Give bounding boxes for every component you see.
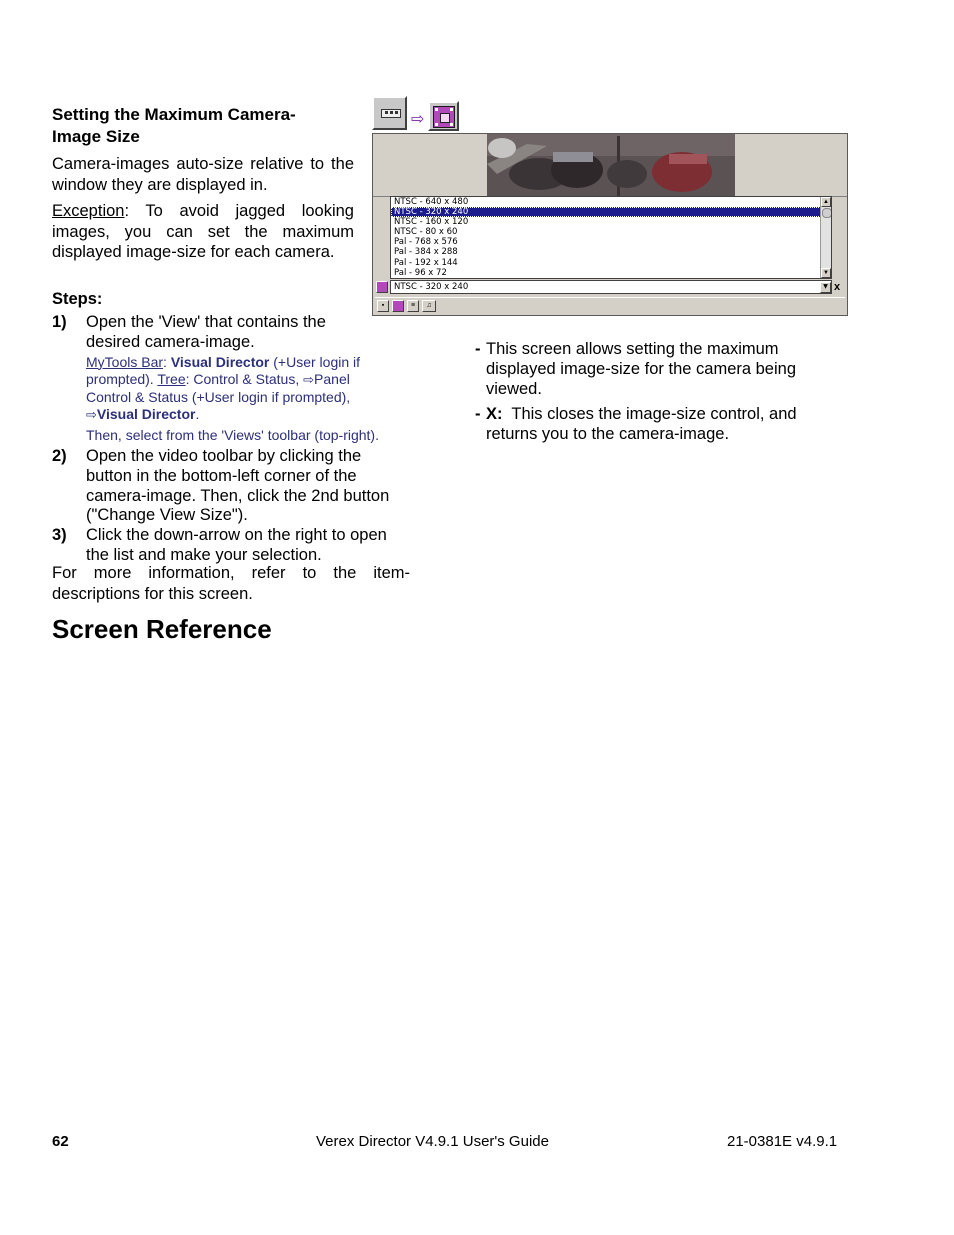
steps-heading: Steps: bbox=[52, 290, 103, 308]
arrow-icon: ⇨ bbox=[411, 111, 425, 128]
steps-list bbox=[52, 313, 410, 566]
list-item[interactable]: NTSC - 320 x 240 bbox=[391, 207, 831, 217]
combo-dropdown-arrow[interactable]: ▼ bbox=[820, 282, 831, 293]
camera-image bbox=[487, 134, 735, 196]
list-item[interactable]: NTSC - 640 x 480 bbox=[394, 197, 469, 207]
visual-director-link[interactable]: Visual Director bbox=[170, 353, 270, 370]
change-view-size-button[interactable] bbox=[428, 101, 459, 131]
combo-value: NTSC - 320 x 240 bbox=[394, 282, 469, 292]
screen-descriptions bbox=[475, 339, 815, 444]
list-item[interactable]: Pal - 96 x 72 bbox=[394, 267, 447, 278]
mytools-bar-link[interactable]: MyTools Bar bbox=[86, 353, 164, 370]
step-2: 2) Open the video toolbar by clicking the button in the bottom-left corner of the camera-image. Then, click the 2nd button ("Change View Size"). bbox=[52, 447, 390, 525]
visual-director-link-2[interactable]: Visual Director bbox=[96, 406, 196, 423]
image-size-combo[interactable] bbox=[390, 280, 832, 294]
scroll-up-button[interactable]: ▲ bbox=[821, 197, 831, 207]
step-1-navigation: MyTools Bar: Visual Director (+User login if prompted). Tree: Control & Status, ⇨Panel Control & Status (+User login if prompted), ⇨Visual Director. Then, select from the 'Views' toolbar (top-right). bbox=[86, 354, 396, 445]
arrow-icon: ⇨ bbox=[303, 372, 315, 388]
intro-paragraph: Camera-images auto-size relative to the window they are displayed in. bbox=[52, 155, 354, 194]
list-item[interactable]: Pal - 384 x 288 bbox=[394, 247, 458, 258]
list-scrollbar[interactable] bbox=[820, 197, 831, 278]
exception-text: : To avoid jagged looking images, you can set the maximum displayed image-size for each camera. bbox=[52, 202, 354, 261]
step-1-note: Then, select from the 'Views' toolbar (top-right). bbox=[86, 426, 379, 443]
step-3: 3) Click the down-arrow on the right to open the list and make your selection. bbox=[52, 526, 387, 565]
exception-label: Exception bbox=[52, 202, 125, 220]
footer-title: Verex Director V4.9.1 User's Guide bbox=[316, 1133, 549, 1150]
toolbar-mini-button-3[interactable]: ≡ bbox=[407, 300, 419, 312]
step-1: 1) Open the 'View' that contains the desired camera-image. MyTools Bar: Visual Director (+User login if prompted). Tree: Control & Status, ⇨Panel Control & Status (+User login if prompted), ⇨Visual Director. Then, select from the 'Views' toolbar (top-right). bbox=[52, 313, 410, 444]
list-item[interactable]: Pal - 768 x 576 bbox=[394, 237, 458, 248]
view-size-icon bbox=[433, 106, 455, 128]
screen-reference-heading: Screen Reference bbox=[52, 614, 272, 644]
description-screen: - This screen allows setting the maximum displayed image-size for the camera being viewed. bbox=[475, 340, 796, 398]
toolbar-button-icon bbox=[381, 109, 401, 118]
list-item[interactable]: Pal - 192 x 144 bbox=[394, 257, 458, 268]
toolbar-mini-button-4[interactable]: ♫ bbox=[422, 300, 436, 312]
arrow-icon: ⇨ bbox=[86, 407, 97, 423]
close-icon[interactable]: x bbox=[834, 281, 841, 293]
list-items bbox=[391, 197, 831, 278]
toolbar-mini-button-1[interactable]: ▪ bbox=[377, 300, 389, 312]
view-size-toggle[interactable] bbox=[376, 281, 388, 293]
description-close: - X: This closes the image-size control, and returns you to the camera-image. bbox=[475, 405, 802, 443]
tree-link[interactable]: Tree bbox=[157, 371, 186, 388]
video-toolbar-button[interactable] bbox=[372, 96, 407, 130]
image-size-list[interactable] bbox=[390, 196, 832, 279]
list-item[interactable]: NTSC - 160 x 120 bbox=[394, 217, 469, 228]
camera-window bbox=[372, 133, 848, 316]
exception-paragraph bbox=[52, 201, 354, 263]
more-info-paragraph: For more information, refer to the item-descriptions for this screen. bbox=[52, 564, 410, 603]
section-title: Setting the Maximum Camera- Image Size bbox=[52, 105, 296, 146]
footer-doc-number: 21-0381E v4.9.1 bbox=[727, 1133, 838, 1150]
page-number: 62 bbox=[52, 1133, 69, 1150]
scroll-down-button[interactable]: ▼ bbox=[821, 268, 831, 278]
toolbar-mini-button-2[interactable] bbox=[392, 300, 404, 312]
list-item[interactable]: NTSC - 80 x 60 bbox=[394, 227, 458, 238]
scroll-thumb[interactable] bbox=[822, 208, 832, 218]
